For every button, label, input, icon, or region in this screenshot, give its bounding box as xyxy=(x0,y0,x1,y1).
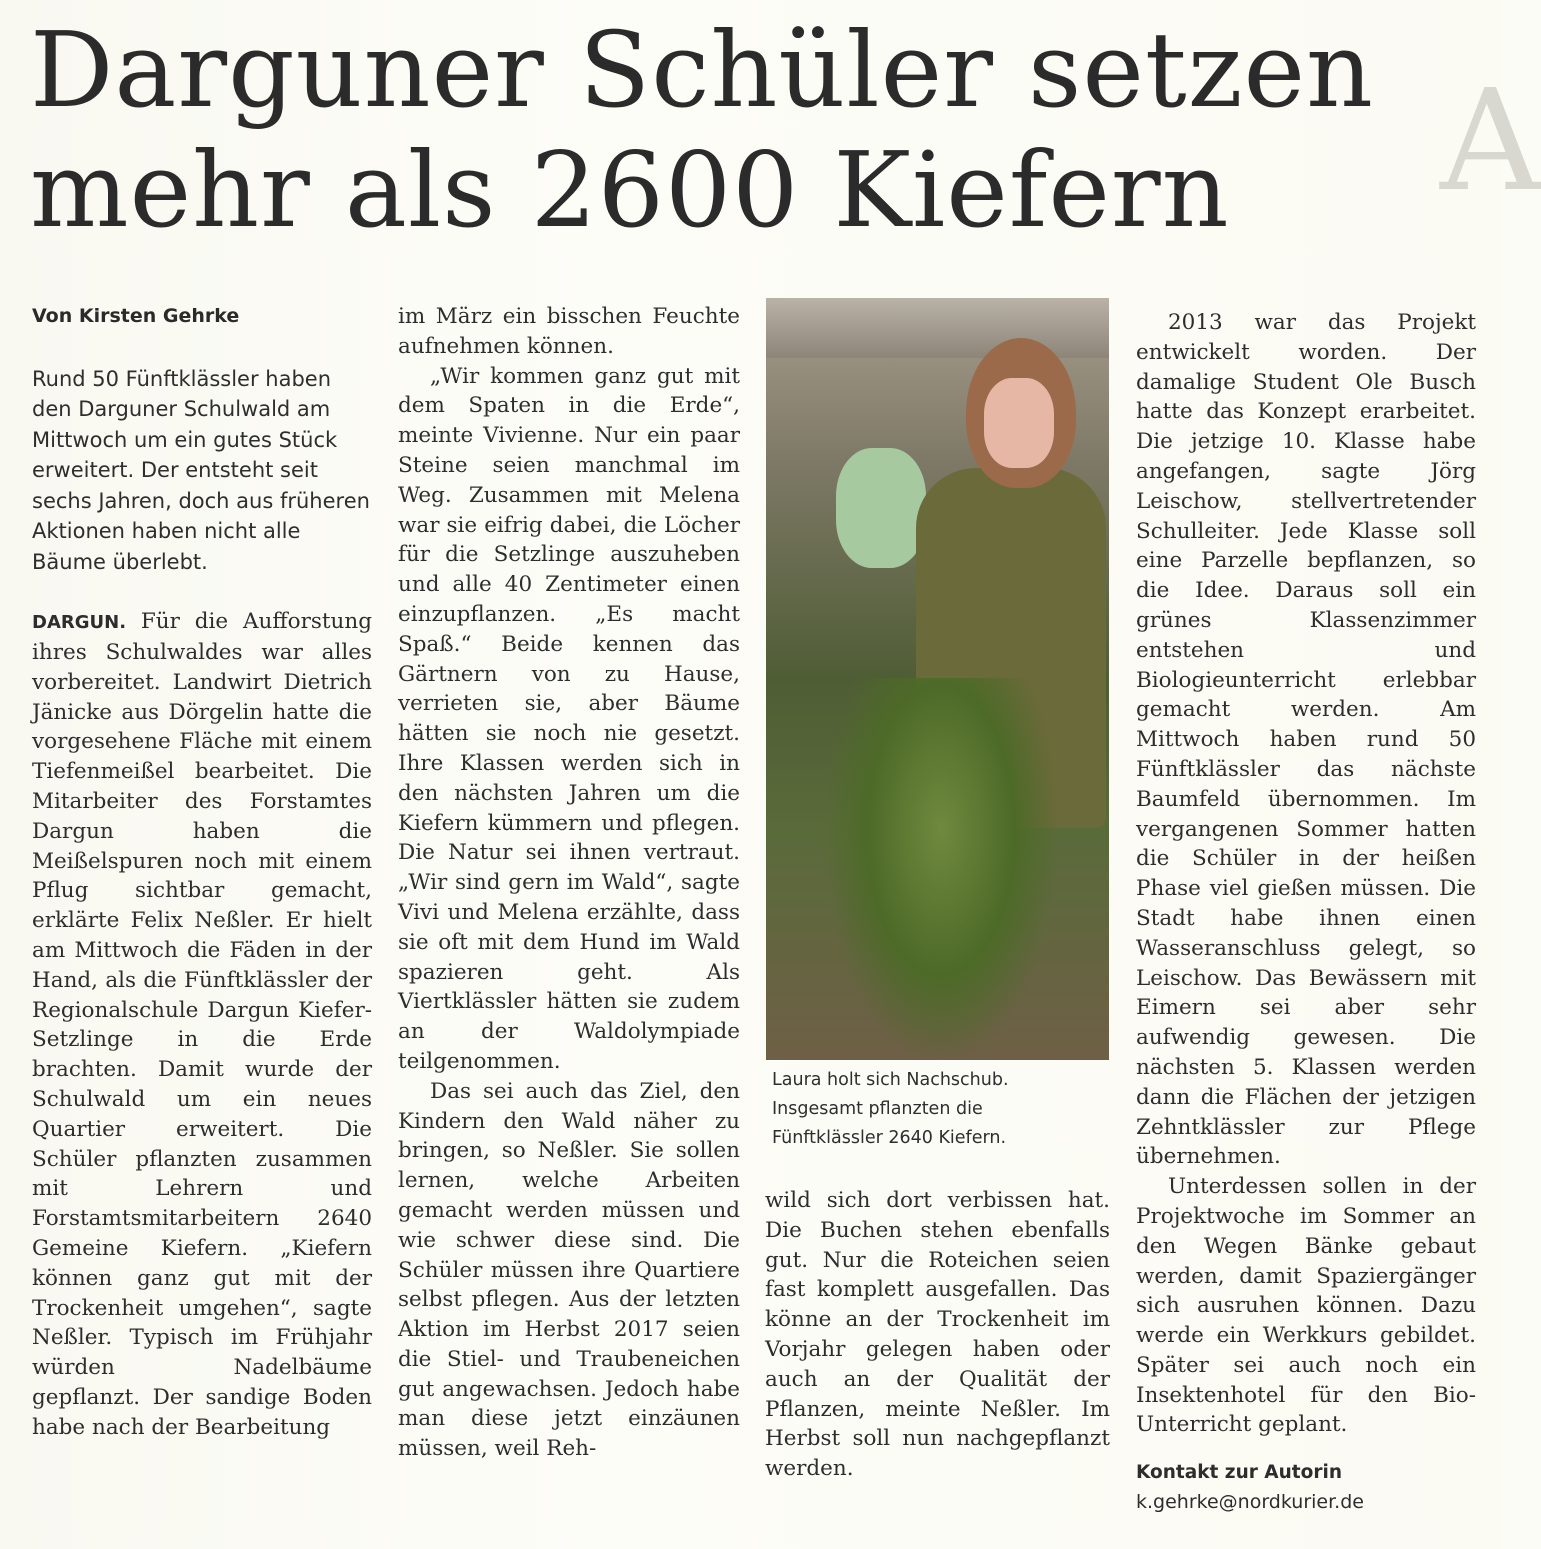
author-contact xyxy=(1136,1458,1476,1518)
body-paragraph-7: Unterdessen sollen in der Projektwoche im Sommer an den Wegen Bänke gebaut werden, damit Spaziergänger sich ausruhen können. Dazu werde ein Werkkurs gebildet. Später sei auch noch ein Insektenhotel für den Bio-Unterricht geplant. xyxy=(1136,1174,1476,1438)
contact-label: Kontakt zur Autorin xyxy=(1136,1462,1342,1484)
headline-line-1: Darguner Schüler setzen xyxy=(30,9,1375,131)
headline-line-2: mehr als 2600 Kiefern xyxy=(30,129,1230,251)
body-text-1: Für die Aufforstung ihres Schulwaldes war alles vorbereitet. Landwirt Dietrich Jänicke aus Dörgelin hatte die vorgesehene Fläche mit einem Tiefenmeißel bearbeitet. Die Mitarbeiter des Forstamtes Dargun haben die Meißelspuren noch mit einem Pflug sichtbar gemacht, erklärte Felix Neßler. Er hielt am Mittwoch die Fäden in der Hand, als die Fünftklässler der Regionalschule Dargun Kiefer-Setzlinge in die Erde brachten. Damit wurde der Schulwald um ein neues Quartier erweitert. Die Schüler pflanzten zusammen mit Lehrern und Forstamtsmitarbeitern 2640 Gemeine Kiefern. „Kiefern können ganz gut mit der Trockenheit umgehen“, sagte Neßler. Typisch im Frühjahr würden Nadelbäume gepflanzt. Der sandige Boden habe nach der Bearbeitung xyxy=(32,609,372,1440)
body-paragraph-5: wild sich dort verbissen hat. Die Buchen stehen ebenfalls gut. Nur die Roteichen seien fast komplett ausgefallen. Das könne an der Trockenheit im Vorjahr gelegen haben oder auch an der Qualität der Pflanzen, meinte Neßler. Im Herbst soll nun nachgepflanzt werden. xyxy=(765,1188,1110,1482)
caption-line-3: Fünftklässler 2640 Kiefern. xyxy=(772,1128,1007,1148)
byline: Von Kirsten Gehrke xyxy=(32,305,240,327)
photo-girl-face xyxy=(984,378,1054,468)
column-3 xyxy=(765,1186,1110,1484)
column-2 xyxy=(398,302,740,1464)
caption-line-1: Laura holt sich Nachschub. xyxy=(772,1070,1009,1090)
ghost-letter-background: A xyxy=(1440,60,1541,223)
body-paragraph-3: „Wir kommen ganz gut mit dem Spaten in die Erde“, meinte Vivienne. Nur ein paar Steine seien manchmal im Weg. Zusammen mit Melena war sie eifrig dabei, die Löcher für die Setzlinge auszuheben und alle 40 Zentimeter einen einzupflanzen. „Es macht Spaß.“ Beide kennen das Gärtnern von zu Hause, verrieten sie, aber Bäume hätten sie noch nie gesetzt. Ihre Klassen werden sich in den nächsten Jahren um die Kiefern kümmern und pflegen. Die Natur sei ihnen vertraut. „Wir sind gern im Wald“, sagte Vivi und Melena erzählte, dass sie oft mit dem Hund im Wald spazieren geht. Als Viertklässler hätten sie zudem an der Waldolympiade teilgenommen. xyxy=(398,363,740,1074)
photo-caption xyxy=(772,1066,1112,1153)
column-1 xyxy=(32,302,372,1443)
caption-line-2: Insgesamt pflanzten die xyxy=(772,1099,983,1119)
body-paragraph-4: Das sei auch das Ziel, den Kindern den Wald näher zu bringen, so Neßler. Sie sollen lernen, welche Arbeiten gemacht werden müssen und wie schwer diese sind. Die Schüler müssen ihre Quartiere selbst pflegen. Aus der letzten Aktion im Herbst 2017 seien die Stiel- und Traubeneichen gut angewachsen. Jedoch habe man diese jetzt einzäunen müssen, weil Reh- xyxy=(398,1078,740,1462)
contact-email: k.gehrke@nordkurier.de xyxy=(1136,1491,1364,1514)
body-paragraph-1 xyxy=(32,607,372,1442)
column-4 xyxy=(1136,308,1476,1518)
article-photo xyxy=(766,298,1109,1060)
photo-pine-seedling xyxy=(826,678,1056,1058)
photo-background-trees xyxy=(766,298,1109,358)
lead-paragraph: Rund 50 Fünftklässler haben den Darguner Schulwald am Mittwoch um ein gutes Stück erweitert. Der entsteht seit sechs Jahren, doch aus früheren Aktionen haben nicht alle Bäume überlebt. xyxy=(32,366,370,574)
photo-plastic-bag xyxy=(836,448,926,568)
body-paragraph-6: 2013 war das Projekt entwickelt worden. Der damalige Student Ole Busch hatte das Konzept erarbeitet. Die jetzige 10. Klasse habe angefangen, sagte Jörg Leischow, stellvertretender Schulleiter. Jede Klasse soll eine Parzelle bepflanzen, so die Idee. Daraus soll ein grünes Klassenzimmer entstehen und Biologieunterricht erlebbar gemacht werden. Am Mittwoch haben rund 50 Fünftklässler das nächste Baumfeld übernommen. Im vergangenen Sommer hatten die Schüler in der heißen Phase viel gießen müssen. Die Stadt habe ihnen einen Wasseranschluss gelegt, so Leischow. Das Bewässern mit Eimern sei aber sehr aufwendig gewesen. Die nächsten 5. Klassen werden dann die Flächen der jetzigen Zehntklässler zur Pflege übernehmen. xyxy=(1136,310,1476,1170)
body-paragraph-2: im März ein bisschen Feuchte aufnehmen können. xyxy=(398,304,740,359)
dateline: DARGUN. xyxy=(32,612,127,634)
headline xyxy=(30,10,1470,250)
